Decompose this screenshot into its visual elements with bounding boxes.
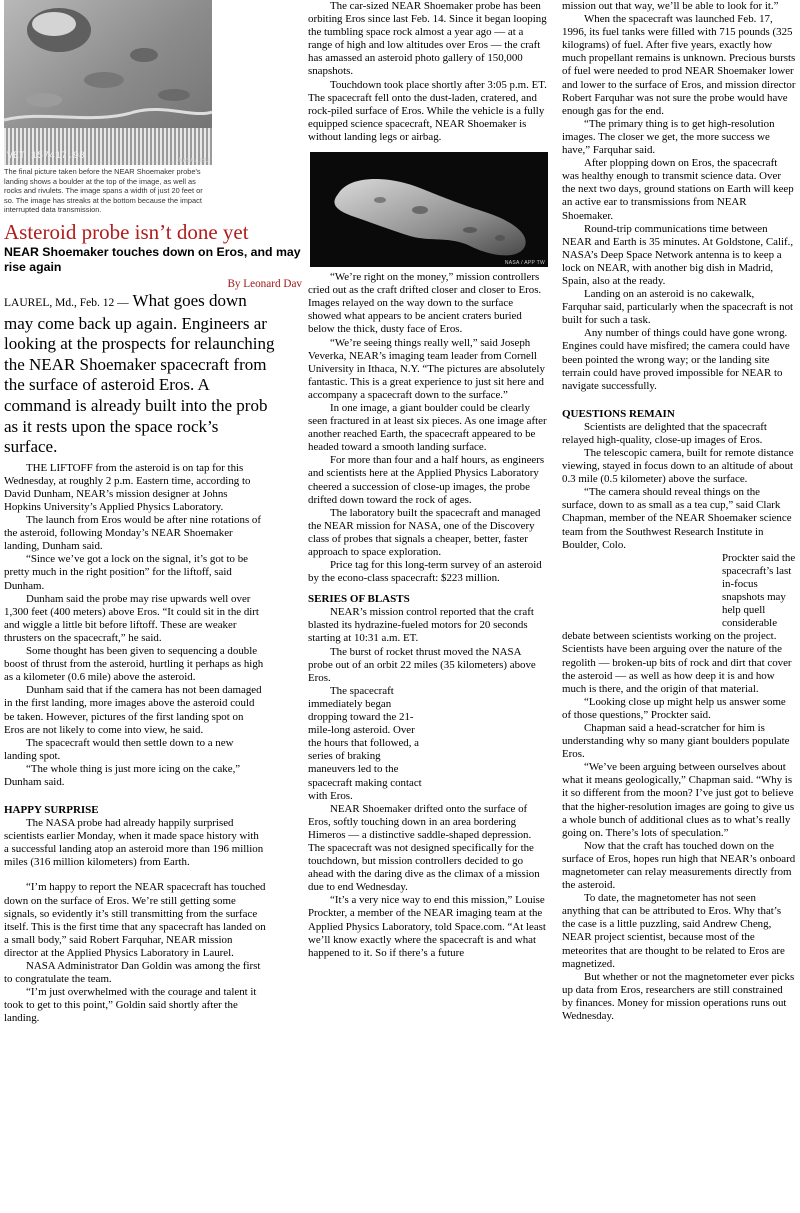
paragraph: “It’s a very nice way to end this mission,” Louise Prockter, a member of the NEAR imaging team at the Applied Physics Laboratory, told Space.com. “At least we’ll know exactly where the spacecraft is and what happened to it. So if there’s a future (308, 894, 546, 959)
paragraph: Chapman said a head-scratcher for him is understanding why so many giant boulders populate Eros. (562, 721, 790, 761)
paragraph: The launch from Eros would be after nine rotations of the asteroid, following Monday’s NEAR Shoemaker landing, Dunham said. (4, 514, 261, 553)
lede-line: the NEAR Shoemaker spacecraft from (4, 354, 267, 374)
paragraph: “We’re right on the money,” mission controllers cried out as the craft drifted closer and closer to Eros. Images relayed on the way down to the surface showed what appears to be ancient craters buried below the thick, dusty face of Eros. (308, 271, 542, 336)
paragraph: Scientists are delighted that the spacecraft relayed high-quality, close-up images of Eros. (562, 420, 767, 446)
paragraph: Price tag for this long-term survey of an asteroid by the econo-class spacecraft: $223 million. (308, 559, 542, 585)
paragraph: Dunham said the probe may rise upwards well over 1,300 feet (400 meters) above Eros. “It could sit in the dirt and wiggle a little bit before liftoff. These are weaker thrusters on the spacecraft,” he said. (4, 592, 259, 644)
lede-line: surface. (4, 437, 58, 457)
paragraph: The laboratory built the spacecraft and managed the NEAR mission for NASA, one of the Discovery class of probes that signals a cheaper, better, faster approach to space exploration. (308, 506, 541, 558)
asteroid-surface-image (4, 0, 212, 165)
paragraph: The car-sized NEAR Shoemaker probe has been orbiting Eros since last Feb. 14. Since it began looping the tumbling space rock almost a year ago — at a range of high and low altitudes over Eros — the craft has amassed an asteroid photo gallery of 150,000 snapshots. (308, 0, 547, 78)
paragraph: NEAR’s mission control reported that the craft blasted its hydrazine-fueled motors for 20 seconds starting at 10:31 a.m. ET. (308, 606, 534, 645)
lede-line: may come back up again. Engineers ar (4, 313, 267, 333)
photo-credit: NASA / APP TW (504, 260, 545, 267)
byline: By Leonard Dav (227, 277, 302, 290)
eros-asteroid-image (310, 152, 548, 267)
paragraph: “We’re seeing things really well,” said Joseph Veverka, NEAR’s imaging team leader from Cornell University in Ithaca, N.Y. “The pictures are absolutely fantastic. This is a great experience to just sit here and accompany a spacecraft down to the surface.” (308, 336, 545, 401)
section-subhead: QUESTIONS REMAIN (562, 407, 675, 420)
article-body-col1 (4, 462, 266, 1026)
paragraph: When the spacecraft was launched Feb. 17, 1996, its fuel tanks were filled with 715 pounds (325 kilograms) of fuel. After five years, exactly how much propellant remains is unknown. Precious bursts of fuel were needed to prod NEAR Shoemaker lower and lower to the surface of Eros, and mission director Robert Farquhar was not sure the probe would have enough gas for the end. (562, 13, 796, 117)
paragraph: NEAR Shoemaker drifted onto the surface of Eros, softly touching down in an area bordering Himeros — a distinctive saddle-shaped depression. The spacecraft was not designed specifically for the touchdown, but mission controllers decided to go ahead with the daring dive as the climax of a mission due to end Wednesday. (308, 802, 540, 894)
lede-line: the surface of asteroid Eros. A (4, 375, 210, 395)
paragraph: mission out that way, we’ll be able to look for it.” (562, 0, 779, 12)
paragraph: Dunham said that if the camera has not been damaged in the first landing, more images above the asteroid could be taken. However, pictures of the first landing spot on Eros are not likely to come into view, he said. (4, 684, 262, 736)
paragraph: The burst of rocket thrust moved the NASA probe out of an orbit 22 miles (35 kilometers) above Eros. (308, 645, 536, 684)
paragraph: debate between scientists working on the project. Scientists have been arguing over the nature of the regolith — broken-up bits of rock and dirt that cover the asteroid — as well as how deep it is and how much is there, and the origin of that material. (562, 630, 792, 695)
photo-credit: NASA / JHU (178, 158, 209, 164)
paragraph: “The camera should reveal things on the surface, down to as small as a tea cup,” said Clark Chapman, member of the NEAR Shoemaker science team from the Southwest Research Institute in Boulder, Colo. (562, 486, 792, 551)
paragraph: Round-trip communications time between NEAR and Earth is 35 minutes. At Goldstone, Calif., NASA’s Deep Space Network antenna is to keep a lock on NEAR, with another big dish in Madrid, Spain, also at the ready. (562, 222, 794, 287)
eros-asteroid-photo (310, 152, 548, 267)
paragraph: THE LIFTOFF from the asteroid is on tap for this Wednesday, at roughly 2 p.m. Eastern time, according to David Dunham, NEAR’s mission designer at Johns Hopkins University’s Applied Physics Laboratory. (4, 461, 251, 513)
paragraph: Landing on an asteroid is no cakewalk, Farquhar said, particularly when the spacecraft is not built for such a task. (562, 288, 794, 327)
paragraph: “The whole thing is just more icing on the cake,” Dunham said. (4, 762, 241, 788)
paragraph: The spacecraft would then settle down to a new landing spot. (4, 736, 234, 762)
paragraph: “Looking close up might help us answer some of those questions,” Prockter said. (562, 695, 786, 721)
paragraph: To date, the magnetometer has not seen anything that can be attributed to Eros. Why that’s the case is a little puzzling, said Andrew Cheng, NEAR project scientist, because most of the meteorites that are thought to be related to Eros are magnetized. (562, 892, 785, 970)
lede-line: as it rests upon the space rock’s (4, 416, 219, 436)
lede-line: looking at the prospects for relaunching (4, 334, 275, 354)
paragraph: Touchdown took place shortly after 3:05 p.m. ET. The spacecraft fell onto the dust-laden, cratered, and rock-piled surface of Eros. While the vehicle is a fully equipped science spacecraft, NEAR Shoemaker is without landing legs or airbag. (308, 78, 547, 143)
paragraph: “Since we’ve got a lock on the signal, it’s got to be pretty much in the right position” for the liftoff, said Dunham. (4, 553, 248, 592)
paragraph: Some thought has been given to sequencing a double boost of thrust from the asteroid, hurtling it perhaps as high as a kilometer (0.6 mile) above the asteroid. (4, 645, 264, 684)
paragraph: For more than four and a half hours, as engineers and scientists here at the Applied Physics Laboratory cheered a succession of close-up images, the probe drifted down toward the rock of ages. (308, 454, 545, 506)
paragraph: “I’m happy to report the NEAR spacecraft has touched down on the surface of Eros. We’re still getting some signals, so evidently it’s still transmitting from the surface itself. This is the first time that any spacecraft has landed on a small body,” said Robert Farquhar, NEAR mission director at the Applied Physics Laboratory in Laurel. (4, 881, 266, 959)
paragraph: Prockter said the spacecraft’s last in-focus snapshots may help quell considerable (722, 551, 796, 630)
paragraph: The spacecraft immediately began dropping toward the 21-mile-long asteroid. Over the hours that followed, a series of braking maneuvers led to the spacecraft making contact with Eros. (308, 684, 422, 802)
paragraph: Now that the craft has touched down on the surface of Eros, hopes run high that NEAR’s onboard magnetometer can relay measurements directly from the asteroid. (562, 839, 796, 892)
paragraph: NASA Administrator Dan Goldin was among the first to congratulate the team. (4, 960, 261, 986)
paragraph: In one image, a giant boulder could be clearly seen fractured in at least six pieces. As one image after another reached Earth, the spacecraft appeared to be headed toward a smooth landing surface. (308, 401, 547, 454)
paragraph: “I’m just overwhelmed with the courage and talent it took to get to this point,” Goldin said shortly after the landing. (4, 986, 257, 1025)
article-body-col2 (308, 271, 548, 960)
subheadline: NEAR Shoemaker touches down on Eros, and may rise again (4, 244, 301, 274)
paragraph: “We’ve been arguing between ourselves about what it means geologically,” Chapman said. “Why is it so different from the moon? I’ve just got to believe that the higher-resolution images are going to give us a whole bunch of additional clues as to what’s really going on. There’s lots of speculation.” (562, 761, 795, 839)
landing-site-photo (4, 0, 212, 165)
paragraph: After plopping down on Eros, the spacecraft was healthy enough to transmit science data. Over the next two days, ground stations on Earth will keep an active ear to transmissions from NEAR Shoemaker. (562, 157, 794, 222)
image-id-label: VET 157417.98 (7, 151, 86, 162)
headline: Asteroid probe isn’t done yet (4, 220, 249, 244)
article-body-col3 (562, 0, 796, 1023)
section-subhead: SERIES OF BLASTS (308, 593, 410, 606)
dateline: LAUREL, Md., Feb. 12 — (4, 296, 129, 309)
photo-caption: The final picture taken before the NEAR Shoemaker probe's landing shows a boulder at the top of the image, as well as rocks and rivulets. The image spans a width of just 20 feet or so. The image has streaks at the bottom because the impact interrupted data transmission. (4, 167, 203, 215)
lede-paragraph (4, 291, 302, 458)
lede-line: command is already built into the prob (4, 395, 268, 415)
paragraph: The NASA probe had already happily surprised scientists earlier Monday, when it made space history with a successful landing atop an asteroid more than 196 million miles (316 million kilometers) from Earth. (4, 817, 264, 869)
article-body-col2-top (308, 0, 548, 144)
lede-line: What goes down (132, 290, 247, 310)
paragraph: The telescopic camera, built for remote distance viewing, stayed in focus down to an altitude of about 0.3 mile (0.5 kilometer) above the surface. (562, 447, 794, 486)
paragraph: “The primary thing is to get high-resolution images. The closer we get, the more success we have,” Farquhar said. (562, 117, 775, 157)
column-3 (562, 0, 796, 1023)
paragraph: But whether or not the magnetometer ever picks up data from Eros, researchers are still constrained by finances. Money for mission operations runs out Wednesday. (562, 970, 795, 1023)
paragraph: Any number of things could have gone wrong. Engines could have misfired; the camera could have been pointed the wrong way; or the landing site terrain could have proved impossible for NEAR to navigate successfully. (562, 327, 790, 392)
column-1 (4, 0, 302, 1025)
column-2 (308, 0, 548, 960)
section-subhead: HAPPY SURPRISE (4, 804, 99, 817)
